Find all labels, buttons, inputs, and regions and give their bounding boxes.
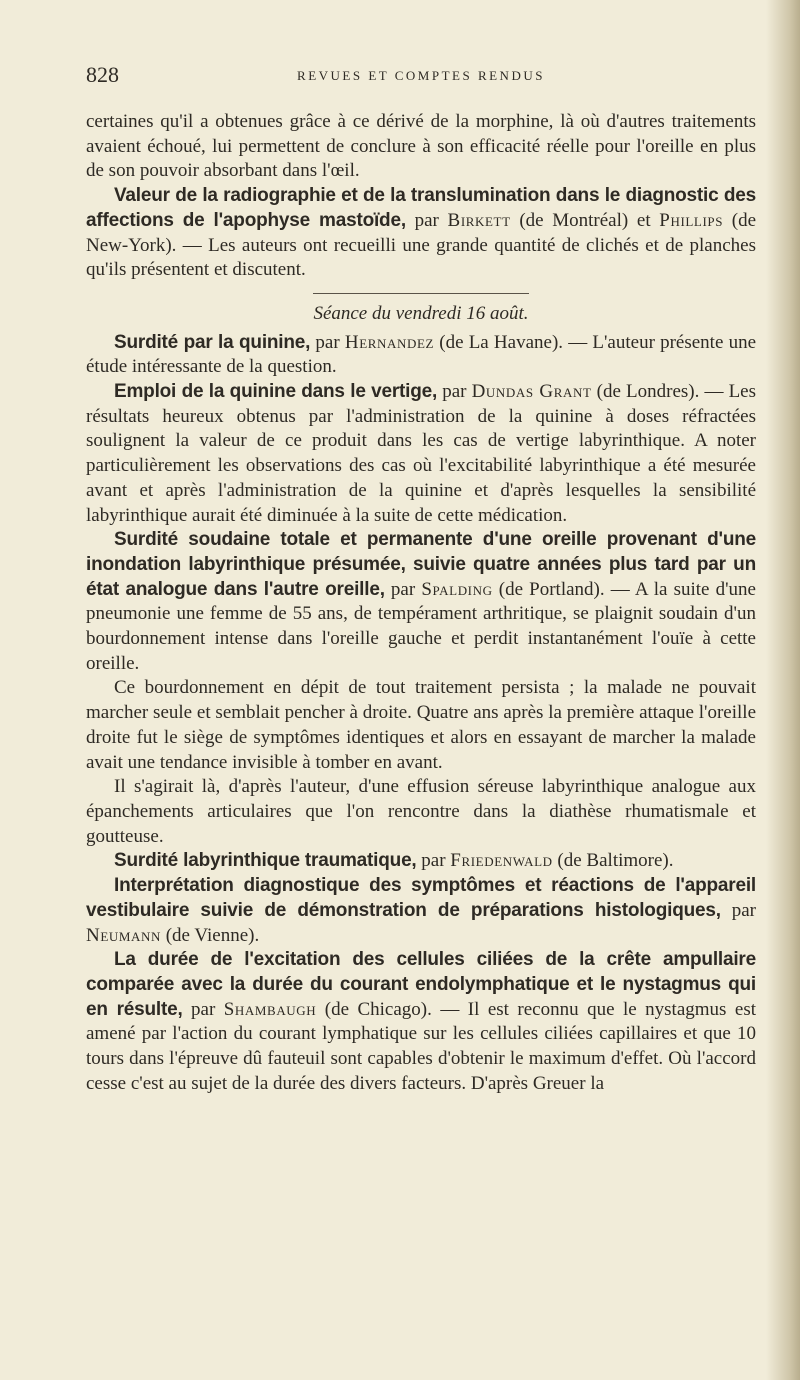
paper-paragraph [86, 528, 756, 676]
body-paragraph: Ce bourdonnement en dépit de tout traitement persista ; la malade ne pouvait marcher seule et semblait pencher à droite. Quatre ans après la première attaque l'oreille droite fut le siège de symptômes identiques et alors en essayant de marcher la malade avait une tendance invisible à tomber en avant. [86, 677, 756, 773]
paper-by: par [416, 850, 451, 872]
body-paragraph: Il s'agirait là, d'après l'auteur, d'une effusion séreuse labyrinthique analogue aux épanchements articulaires que l'on rencontre dans la diathèse rhumatismale et goutteuse. [86, 776, 756, 847]
paper-by: par [437, 381, 472, 403]
author-name: Birkett [447, 209, 511, 231]
paper-paragraph [86, 331, 756, 380]
paper-by: par [720, 899, 756, 921]
author-name: Phillips [659, 209, 724, 231]
author-name: Shambaugh [223, 998, 317, 1020]
author-name: Spalding [421, 578, 493, 600]
paper-title: La durée de l'excitation des cellules ciliées de la crête ampullaire comparée avec la durée du courant endolymphatique et le nystagmus qui en résulte, [86, 949, 756, 1020]
running-title: REVUES ET COMPTES RENDUS [297, 68, 545, 83]
author-name: Friedenwald [450, 850, 553, 872]
entry-paragraph [86, 184, 756, 283]
paper-title: Surdité par la quinine, [114, 331, 311, 353]
paper-text: (de La Havane). — L'auteur présente une étude intéressante de la question. [86, 331, 756, 378]
paper-by: par [182, 998, 224, 1020]
session-heading: Séance du vendredi 16 août. [313, 302, 529, 324]
paper-text: (de Chicago). — Il est reconnu que le nystagmus est amené par l'action du courant lymphatique sur les cellules ciliées capillaires et que 10 tours dans l'épreuve dû fauteuil sont capables d'obtenir le maximum d'effet. Où l'accord cesse c'est au sujet de la durée des divers facteurs. D'après Greuer la [86, 998, 756, 1094]
paper-text: (de Londres). — Les résultats heureux obtenus par l'administration de la quinine à doses réfractées soulignent la valeur de ce produit dans les cas de vertige labyrinthique. A noter particulièrement les observations des cas où l'excitabilité labyrinthique a été mesurée avant et après l'administration de la quinine et d'après lesquelles la sensibilité labyrinthique aurait été diminuée à la suite de cette médication. [86, 381, 756, 526]
paper-title: Surdité labyrinthique traumatique, [114, 850, 417, 872]
page-header [86, 62, 756, 92]
author-name: Neumann [86, 924, 161, 946]
article-body [86, 110, 756, 1096]
paper-text: (de Portland). — A la suite d'une pneumonie une femme de 55 ans, de tempérament arthritique, se plaignit soudain d'un bourdonnement intense dans l'oreille gauche et perdit instantanément l'ouïe à cette oreille. [86, 578, 756, 674]
paper-paragraph [86, 874, 756, 948]
paper-title: Interprétation diagnostique des symptômes et réactions de l'appareil vestibulaire suivie de démonstration de préparations histologiques, [86, 875, 756, 921]
paper-title: Surdité soudaine totale et permanente d'une oreille provenant d'une inondation labyrinthique présumée, suivie quatre années plus tard par un état analogue dans l'autre oreille, [86, 529, 756, 600]
section-divider [313, 293, 529, 294]
paper-text: (de Baltimore). [552, 850, 674, 872]
paper-by: par [384, 578, 422, 600]
entry-by: par [405, 209, 448, 231]
page-number: 828 [86, 62, 119, 87]
entry-affiliation: (de Montréal) et [510, 209, 660, 231]
intro-paragraph: certaines qu'il a obtenues grâce à ce dérivé de la morphine, là où d'autres traitements avaient échoué, lui permettent de conclure à son efficacité réelle pour l'oreille en plus de son pouvoir absorbant dans l'œil. [86, 111, 756, 182]
author-name: Dundas Grant [471, 381, 592, 403]
paper-title: Emploi de la quinine dans le vertige, [114, 381, 438, 403]
entry-title: Valeur de la radiographie et de la translumination dans le diagnostic des affections de l'apophyse mastoïde, [86, 185, 756, 231]
paper-paragraph [86, 380, 756, 528]
paper-text: (de Vienne). [160, 924, 260, 946]
author-name: Hernandez [344, 331, 435, 353]
paper-by: par [310, 331, 345, 353]
paper-paragraph [86, 948, 756, 1096]
page-edge-shadow [766, 0, 800, 1380]
entry-text: (de New-York). — Les auteurs ont recueilli une grande quantité de clichés et de planches qu'ils présentent et discutent. [86, 209, 756, 281]
paper-paragraph [86, 849, 756, 874]
